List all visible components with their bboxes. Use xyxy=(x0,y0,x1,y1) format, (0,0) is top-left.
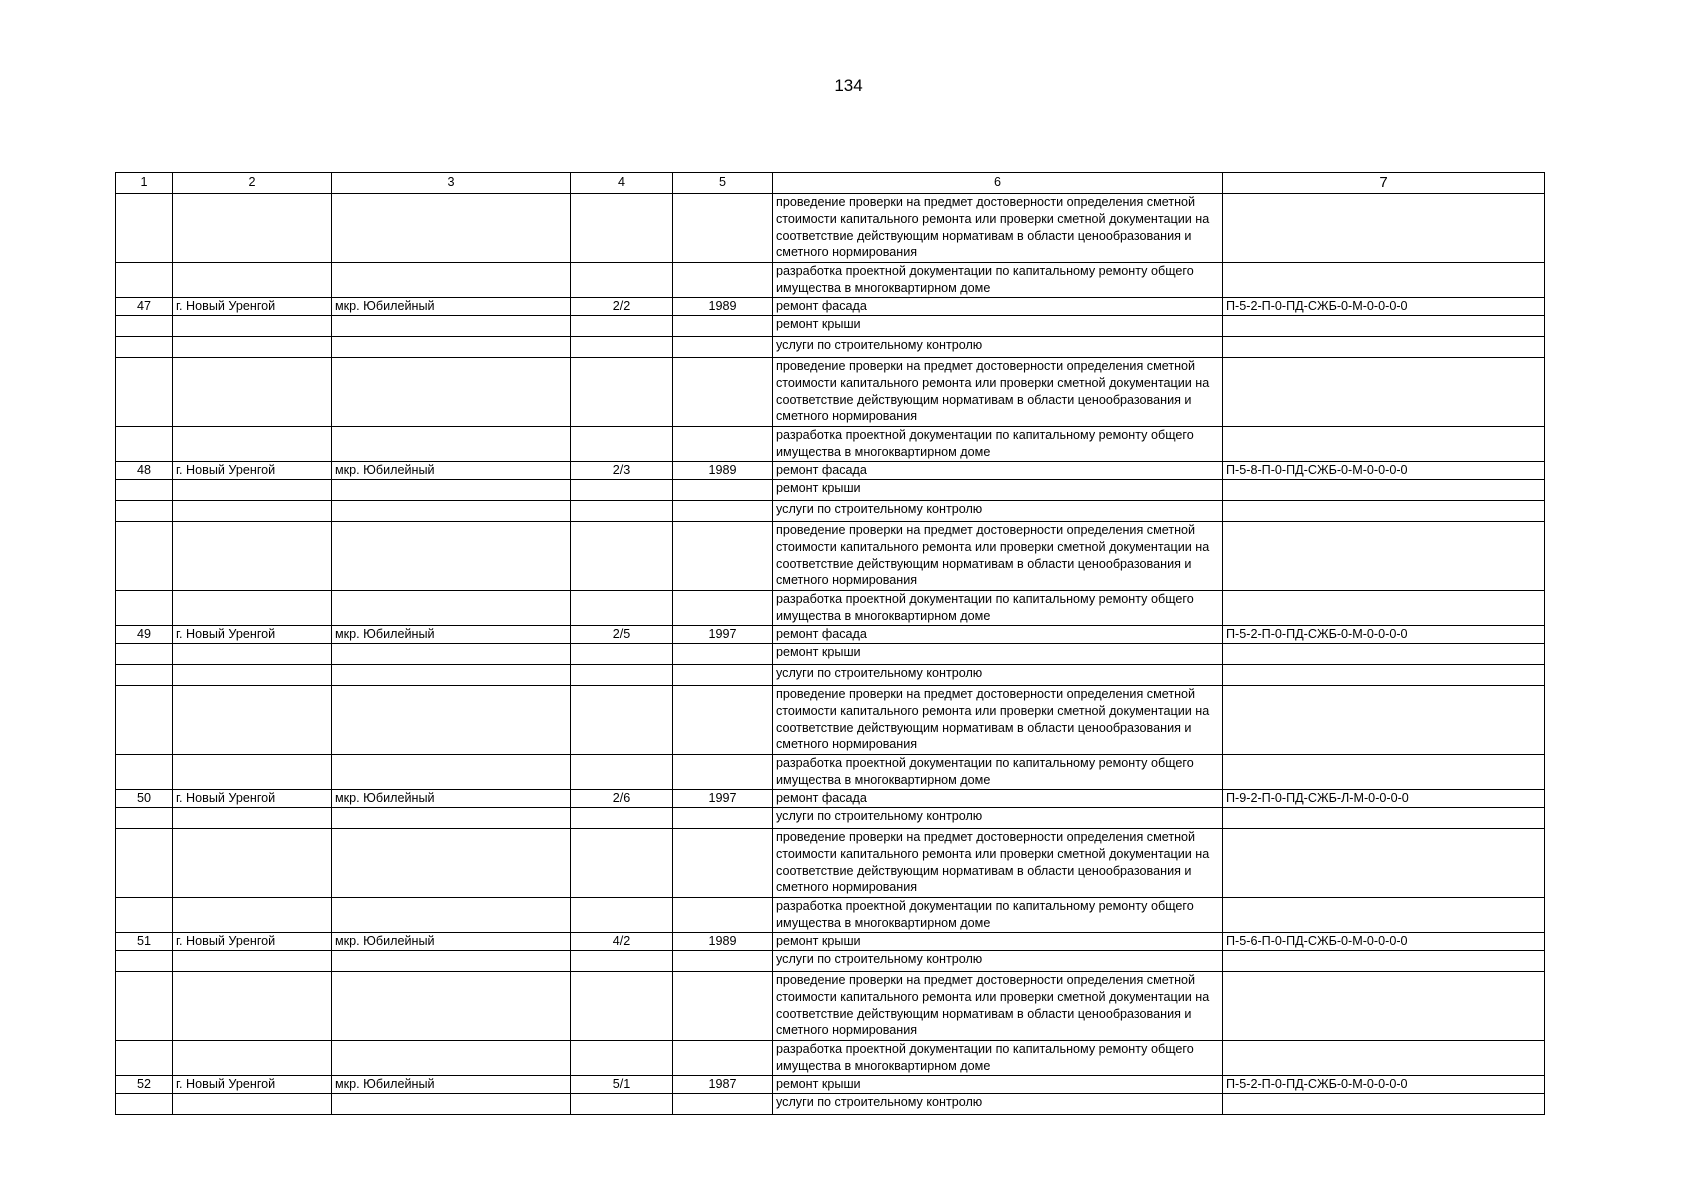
house-code-cell xyxy=(1223,972,1545,1041)
house-code-cell xyxy=(1223,951,1545,972)
build-year-cell xyxy=(673,480,773,501)
house-number-cell xyxy=(571,501,673,522)
house-code-cell xyxy=(1223,1041,1545,1076)
house-number-cell xyxy=(571,316,673,337)
city-cell xyxy=(173,337,332,358)
house-number-cell xyxy=(571,644,673,665)
work-type-cell: разработка проектной документации по капитальному ремонту общего имущества в многоквартирном доме xyxy=(773,898,1223,933)
row-number-cell xyxy=(116,501,173,522)
street-cell xyxy=(332,755,571,790)
row-number-cell xyxy=(116,755,173,790)
table-row xyxy=(116,626,1545,644)
build-year-cell xyxy=(673,1041,773,1076)
row-number-cell xyxy=(116,480,173,501)
street-cell: мкр. Юбилейный xyxy=(332,298,571,316)
row-number-cell xyxy=(116,808,173,829)
column-header-3: 3 xyxy=(332,173,571,194)
table-row xyxy=(116,951,1545,972)
house-code-cell: П-9-2-П-0-ПД-СЖБ-Л-М-0-0-0-0 xyxy=(1223,790,1545,808)
work-type-cell: ремонт крыши xyxy=(773,480,1223,501)
street-cell xyxy=(332,316,571,337)
city-cell xyxy=(173,501,332,522)
house-code-cell xyxy=(1223,337,1545,358)
work-type-cell: ремонт крыши xyxy=(773,316,1223,337)
work-type-cell: ремонт фасада xyxy=(773,298,1223,316)
house-number-cell xyxy=(571,427,673,462)
row-number-cell xyxy=(116,1094,173,1115)
table-row xyxy=(116,194,1545,263)
street-cell xyxy=(332,480,571,501)
house-code-cell xyxy=(1223,501,1545,522)
house-number-cell xyxy=(571,951,673,972)
work-type-cell: ремонт крыши xyxy=(773,933,1223,951)
row-number-cell xyxy=(116,686,173,755)
row-number-cell: 48 xyxy=(116,462,173,480)
city-cell xyxy=(173,194,332,263)
row-number-cell xyxy=(116,829,173,898)
row-number-cell xyxy=(116,644,173,665)
work-type-cell: услуги по строительному контролю xyxy=(773,665,1223,686)
city-cell xyxy=(173,686,332,755)
house-code-cell: П-5-6-П-0-ПД-СЖБ-0-М-0-0-0-0 xyxy=(1223,933,1545,951)
work-type-cell: проведение проверки на предмет достоверности определения сметной стоимости капитального ремонта или проверки сметной документации на соответствие действующим нормативам в области ценообразования и сметного нормирования xyxy=(773,358,1223,427)
row-number-cell: 51 xyxy=(116,933,173,951)
row-number-cell xyxy=(116,951,173,972)
row-number-cell xyxy=(116,665,173,686)
house-number-cell: 5/1 xyxy=(571,1076,673,1094)
build-year-cell xyxy=(673,644,773,665)
table-row xyxy=(116,755,1545,790)
repair-schedule-table xyxy=(115,172,1545,1115)
city-cell xyxy=(173,644,332,665)
row-number-cell xyxy=(116,263,173,298)
table-row xyxy=(116,898,1545,933)
street-cell xyxy=(332,194,571,263)
row-number-cell xyxy=(116,358,173,427)
house-number-cell: 2/6 xyxy=(571,790,673,808)
table-row xyxy=(116,1076,1545,1094)
table-row xyxy=(116,790,1545,808)
build-year-cell xyxy=(673,501,773,522)
city-cell xyxy=(173,665,332,686)
work-type-cell: разработка проектной документации по капитальному ремонту общего имущества в многоквартирном доме xyxy=(773,263,1223,298)
build-year-cell xyxy=(673,686,773,755)
city-cell xyxy=(173,951,332,972)
table-row xyxy=(116,972,1545,1041)
street-cell xyxy=(332,665,571,686)
table-row xyxy=(116,686,1545,755)
house-number-cell xyxy=(571,808,673,829)
city-cell xyxy=(173,263,332,298)
row-number-cell: 49 xyxy=(116,626,173,644)
build-year-cell xyxy=(673,316,773,337)
table-row xyxy=(116,1041,1545,1076)
row-number-cell xyxy=(116,522,173,591)
house-code-cell xyxy=(1223,480,1545,501)
street-cell xyxy=(332,808,571,829)
work-type-cell: проведение проверки на предмет достоверности определения сметной стоимости капитального ремонта или проверки сметной документации на соответствие действующим нормативам в области ценообразования и сметного нормирования xyxy=(773,972,1223,1041)
house-number-cell xyxy=(571,337,673,358)
house-code-cell: П-5-8-П-0-ПД-СЖБ-0-М-0-0-0-0 xyxy=(1223,462,1545,480)
street-cell xyxy=(332,1041,571,1076)
work-type-cell: услуги по строительному контролю xyxy=(773,501,1223,522)
table-row xyxy=(116,480,1545,501)
build-year-cell xyxy=(673,808,773,829)
row-number-cell: 47 xyxy=(116,298,173,316)
row-number-cell xyxy=(116,337,173,358)
work-type-cell: ремонт фасада xyxy=(773,462,1223,480)
house-number-cell xyxy=(571,591,673,626)
build-year-cell xyxy=(673,427,773,462)
house-code-cell xyxy=(1223,316,1545,337)
table-row xyxy=(116,462,1545,480)
house-number-cell xyxy=(571,1094,673,1115)
city-cell xyxy=(173,972,332,1041)
table-body xyxy=(116,194,1545,1115)
city-cell xyxy=(173,358,332,427)
build-year-cell: 1989 xyxy=(673,933,773,951)
table-row xyxy=(116,808,1545,829)
work-type-cell: услуги по строительному контролю xyxy=(773,337,1223,358)
street-cell xyxy=(332,358,571,427)
city-cell xyxy=(173,1041,332,1076)
work-type-cell: ремонт фасада xyxy=(773,626,1223,644)
city-cell: г. Новый Уренгой xyxy=(173,462,332,480)
house-number-cell: 2/2 xyxy=(571,298,673,316)
house-code-cell xyxy=(1223,591,1545,626)
house-code-cell xyxy=(1223,755,1545,790)
house-number-cell: 2/5 xyxy=(571,626,673,644)
house-number-cell xyxy=(571,755,673,790)
street-cell: мкр. Юбилейный xyxy=(332,626,571,644)
city-cell xyxy=(173,591,332,626)
build-year-cell xyxy=(673,337,773,358)
house-code-cell xyxy=(1223,686,1545,755)
house-code-cell xyxy=(1223,665,1545,686)
build-year-cell: 1987 xyxy=(673,1076,773,1094)
build-year-cell: 1997 xyxy=(673,790,773,808)
build-year-cell: 1997 xyxy=(673,626,773,644)
house-code-cell xyxy=(1223,829,1545,898)
house-code-cell xyxy=(1223,427,1545,462)
house-code-cell xyxy=(1223,644,1545,665)
row-number-cell xyxy=(116,1041,173,1076)
street-cell: мкр. Юбилейный xyxy=(332,1076,571,1094)
table-row xyxy=(116,644,1545,665)
house-number-cell xyxy=(571,480,673,501)
row-number-cell xyxy=(116,591,173,626)
city-cell: г. Новый Уренгой xyxy=(173,933,332,951)
city-cell xyxy=(173,829,332,898)
table-row xyxy=(116,665,1545,686)
street-cell xyxy=(332,951,571,972)
row-number-cell xyxy=(116,898,173,933)
column-header-2: 2 xyxy=(173,173,332,194)
build-year-cell xyxy=(673,755,773,790)
work-type-cell: услуги по строительному контролю xyxy=(773,1094,1223,1115)
work-type-cell: проведение проверки на предмет достоверности определения сметной стоимости капитального ремонта или проверки сметной документации на соответствие действующим нормативам в области ценообразования и сметного нормирования xyxy=(773,522,1223,591)
row-number-cell xyxy=(116,316,173,337)
house-number-cell xyxy=(571,522,673,591)
table-header xyxy=(116,173,1545,194)
work-type-cell: проведение проверки на предмет достоверности определения сметной стоимости капитального ремонта или проверки сметной документации на соответствие действующим нормативам в области ценообразования и сметного нормирования xyxy=(773,686,1223,755)
street-cell xyxy=(332,522,571,591)
street-cell: мкр. Юбилейный xyxy=(332,933,571,951)
city-cell: г. Новый Уренгой xyxy=(173,298,332,316)
build-year-cell xyxy=(673,194,773,263)
street-cell xyxy=(332,644,571,665)
table-row xyxy=(116,337,1545,358)
house-number-cell xyxy=(571,686,673,755)
row-number-cell xyxy=(116,427,173,462)
build-year-cell: 1989 xyxy=(673,462,773,480)
street-cell: мкр. Юбилейный xyxy=(332,790,571,808)
table-row xyxy=(116,591,1545,626)
city-cell: г. Новый Уренгой xyxy=(173,1076,332,1094)
build-year-cell xyxy=(673,829,773,898)
city-cell: г. Новый Уренгой xyxy=(173,790,332,808)
build-year-cell xyxy=(673,665,773,686)
house-number-cell xyxy=(571,358,673,427)
street-cell xyxy=(332,686,571,755)
build-year-cell xyxy=(673,972,773,1041)
city-cell xyxy=(173,755,332,790)
table-row xyxy=(116,501,1545,522)
street-cell xyxy=(332,501,571,522)
city-cell xyxy=(173,522,332,591)
row-number-cell xyxy=(116,972,173,1041)
table-row xyxy=(116,1094,1545,1115)
house-number-cell xyxy=(571,829,673,898)
city-cell xyxy=(173,808,332,829)
house-code-cell xyxy=(1223,194,1545,263)
house-code-cell: П-5-2-П-0-ПД-СЖБ-0-М-0-0-0-0 xyxy=(1223,298,1545,316)
work-type-cell: разработка проектной документации по капитальному ремонту общего имущества в многоквартирном доме xyxy=(773,427,1223,462)
table-row xyxy=(116,933,1545,951)
build-year-cell xyxy=(673,591,773,626)
column-header-5: 5 xyxy=(673,173,773,194)
house-number-cell xyxy=(571,1041,673,1076)
house-number-cell: 4/2 xyxy=(571,933,673,951)
street-cell xyxy=(332,337,571,358)
table-row xyxy=(116,829,1545,898)
table-row xyxy=(116,263,1545,298)
city-cell xyxy=(173,427,332,462)
city-cell xyxy=(173,898,332,933)
table-row xyxy=(116,298,1545,316)
street-cell: мкр. Юбилейный xyxy=(332,462,571,480)
table-row xyxy=(116,427,1545,462)
row-number-cell: 50 xyxy=(116,790,173,808)
house-number-cell xyxy=(571,194,673,263)
table-row xyxy=(116,522,1545,591)
build-year-cell xyxy=(673,1094,773,1115)
street-cell xyxy=(332,972,571,1041)
street-cell xyxy=(332,427,571,462)
row-number-cell: 52 xyxy=(116,1076,173,1094)
column-header-7: 7 xyxy=(1223,173,1545,194)
work-type-cell: проведение проверки на предмет достоверности определения сметной стоимости капитального ремонта или проверки сметной документации на соответствие действующим нормативам в области ценообразования и сметного нормирования xyxy=(773,829,1223,898)
build-year-cell xyxy=(673,898,773,933)
house-number-cell xyxy=(571,972,673,1041)
street-cell xyxy=(332,591,571,626)
house-number-cell xyxy=(571,263,673,298)
work-type-cell: проведение проверки на предмет достоверности определения сметной стоимости капитального ремонта или проверки сметной документации на соответствие действующим нормативам в области ценообразования и сметного нормирования xyxy=(773,194,1223,263)
house-code-cell xyxy=(1223,358,1545,427)
work-type-cell: услуги по строительному контролю xyxy=(773,951,1223,972)
row-number-cell xyxy=(116,194,173,263)
build-year-cell xyxy=(673,263,773,298)
column-header-1: 1 xyxy=(116,173,173,194)
street-cell xyxy=(332,1094,571,1115)
house-number-cell xyxy=(571,665,673,686)
street-cell xyxy=(332,829,571,898)
city-cell xyxy=(173,316,332,337)
work-type-cell: услуги по строительному контролю xyxy=(773,808,1223,829)
house-code-cell: П-5-2-П-0-ПД-СЖБ-0-М-0-0-0-0 xyxy=(1223,626,1545,644)
house-code-cell xyxy=(1223,522,1545,591)
header-row xyxy=(116,173,1545,194)
work-type-cell: ремонт крыши xyxy=(773,644,1223,665)
work-type-cell: разработка проектной документации по капитальному ремонту общего имущества в многоквартирном доме xyxy=(773,1041,1223,1076)
page-number: 134 xyxy=(834,76,863,95)
city-cell xyxy=(173,480,332,501)
house-code-cell xyxy=(1223,808,1545,829)
column-header-4: 4 xyxy=(571,173,673,194)
house-number-cell xyxy=(571,898,673,933)
table-row xyxy=(116,316,1545,337)
work-type-cell: разработка проектной документации по капитальному ремонту общего имущества в многоквартирном доме xyxy=(773,591,1223,626)
build-year-cell xyxy=(673,951,773,972)
work-type-cell: разработка проектной документации по капитальному ремонту общего имущества в многоквартирном доме xyxy=(773,755,1223,790)
city-cell xyxy=(173,1094,332,1115)
build-year-cell xyxy=(673,358,773,427)
house-code-cell xyxy=(1223,898,1545,933)
build-year-cell: 1989 xyxy=(673,298,773,316)
column-header-6: 6 xyxy=(773,173,1223,194)
street-cell xyxy=(332,898,571,933)
house-code-cell: П-5-2-П-0-ПД-СЖБ-0-М-0-0-0-0 xyxy=(1223,1076,1545,1094)
house-code-cell xyxy=(1223,1094,1545,1115)
house-number-cell: 2/3 xyxy=(571,462,673,480)
table-row xyxy=(116,358,1545,427)
house-code-cell xyxy=(1223,263,1545,298)
street-cell xyxy=(332,263,571,298)
city-cell: г. Новый Уренгой xyxy=(173,626,332,644)
build-year-cell xyxy=(673,522,773,591)
work-type-cell: ремонт крыши xyxy=(773,1076,1223,1094)
work-type-cell: ремонт фасада xyxy=(773,790,1223,808)
